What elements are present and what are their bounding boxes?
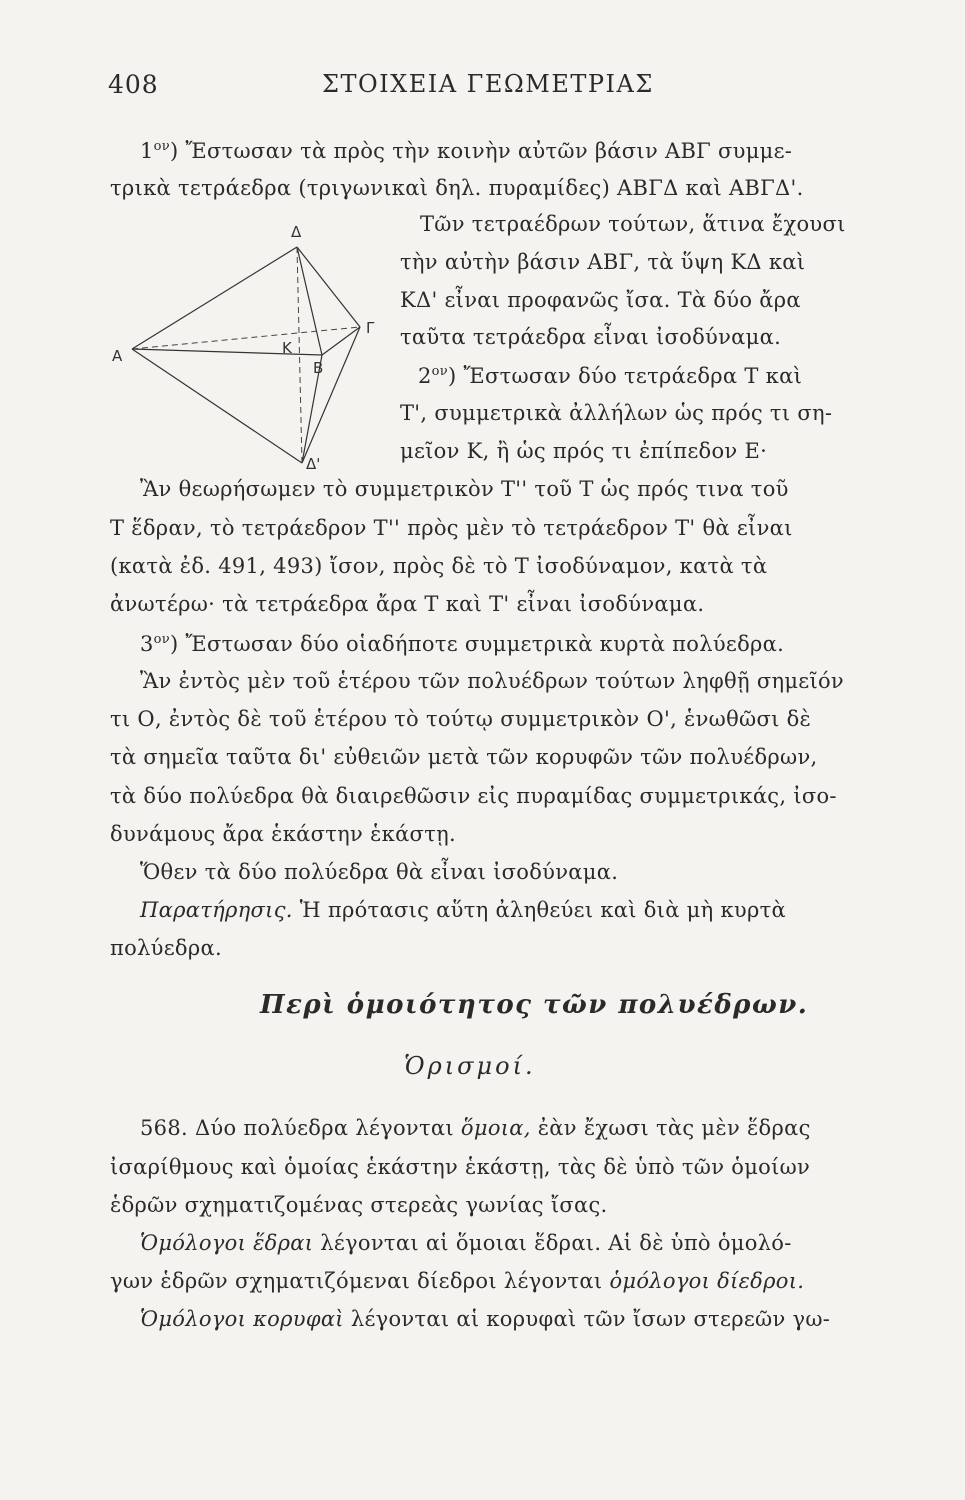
def-568-text-c: ἐὰν ἔχωσι τὰς μὲν ἕδρας [537, 1116, 811, 1140]
p2-line-1 [418, 365, 802, 387]
label-B: Β [313, 359, 324, 377]
edge-AG-hidden [132, 327, 360, 349]
term-homologous-faces: Ὁμόλογοι ἕδραι [140, 1231, 314, 1255]
p1-line-1 [140, 140, 792, 162]
running-title: ΣΤΟΙΧΕΙΑ ΓΕΩΜΕΤΡΙΑΣ [322, 70, 654, 98]
section-title: Περὶ ὁμοιότητος τῶν πολυέδρων. [260, 990, 809, 1020]
label-D-prime: Δ' [306, 455, 321, 473]
subsection-title: Ὁρισμοί. [404, 1052, 536, 1080]
p3-text-1: ) Ἔστωσαν δύο οἱαδήποτε συμμετρικὰ κυρτὰ πολύεδρα. [170, 632, 785, 656]
def-568-number: 568. [140, 1116, 188, 1140]
p2-line-4: Ἂν θεωρήσωμεν τὸ συμμετρικὸν Τ'' τοῦ Τ ὡς πρός τινα τοῦ [140, 477, 789, 501]
def-568-term: ὅμοια, [460, 1116, 531, 1140]
p2-line-7: ἀνωτέρω· τὰ τετράεδρα ἄρα Τ καὶ Τ' εἶναι ἰσοδύναμα. [110, 592, 705, 616]
p3-line-4: τὰ σημεῖα ταῦτα δι' εὐθειῶν μετὰ τῶν κορυφῶν τῶν πολυέδρων, [110, 745, 818, 769]
p1-line-4: τὴν αὐτὴν βάσιν ΑΒΓ, τὰ ὕψη ΚΔ καὶ [400, 250, 806, 274]
edge-AB [132, 349, 322, 355]
p3-superscript: ον [153, 632, 171, 647]
p2-line-3: μεῖον Κ, ἢ ὡς πρός τι ἐπίπεδον Ε· [400, 439, 768, 463]
def-homologous-faces-line-1 [140, 1233, 792, 1254]
p1-line-2: τρικὰ τετράεδρα (τριγωνικαὶ δηλ. πυραμίδες) ΑΒΓΔ καὶ ΑΒΓΔ'. [110, 176, 804, 200]
p1-line-6: ταῦτα τετράεδρα εἶναι ἰσοδύναμα. [400, 325, 782, 349]
p1-text-1: ) Ἔστωσαν τὰ πρὸς τὴν κοινὴν αὐτῶν βάσιν ΑΒΓ συμμε- [170, 139, 793, 163]
def-homologous-vertices-line-1 [140, 1309, 830, 1330]
p3-line-6: δυνάμους ἄρα ἑκάστην ἑκάστῃ. [110, 822, 456, 846]
height-line [297, 247, 302, 463]
p4-line-1: Ὅθεν τὰ δύο πολύεδρα θὰ εἶναι ἰσοδύναμα. [140, 860, 619, 884]
remark-line-2: πολύεδρα. [110, 936, 222, 960]
p3-line-1 [140, 633, 784, 655]
edge-AD [132, 247, 297, 349]
def-568-line-3: ἑδρῶν σχηματιζομένας στερεὰς γωνίας ἴσας. [110, 1193, 608, 1217]
edge-GD-prime [302, 327, 360, 463]
def-dihedral-text: γων ἑδρῶν σχηματιζόμεναι δίεδροι λέγονται [110, 1269, 603, 1293]
term-homologous-dihedral: ὁμόλογοι δίεδροι. [609, 1269, 805, 1293]
def-568-text-a: Δύο πολύεδρα λέγονται [194, 1116, 454, 1140]
p1-number: 1 [140, 139, 154, 163]
p2-line-2: Τ', συμμετρικὰ ἀλλήλων ὡς πρός τι ση- [400, 401, 833, 425]
p1-line-5: ΚΔ' εἶναι προφανῶς ἴσα. Τὰ δύο ἄρα [400, 288, 801, 312]
p2-number: 2 [418, 364, 432, 388]
def-homologous-vertices-text: λέγονται αἱ κορυφαὶ τῶν ἴσων στερεῶν γω- [350, 1307, 831, 1331]
p1-superscript: ον [153, 139, 171, 154]
label-A: Α [112, 347, 123, 365]
p3-line-5: τὰ δύο πολύεδρα θὰ διαιρεθῶσιν εἰς πυραμίδας συμμετρικάς, ἰσο- [110, 784, 837, 808]
edge-AD-prime [132, 349, 302, 463]
label-D: Δ [291, 223, 302, 241]
tetrahedra-figure [110, 215, 380, 475]
def-568-line-1 [140, 1118, 811, 1139]
remark-text-1: Ἡ πρότασις αὕτη ἀληθεύει καὶ διὰ μὴ κυρτὰ [299, 898, 787, 922]
p3-line-3: τι Ο, ἐντὸς δὲ τοῦ ἑτέρου τὸ τούτῳ συμμετρικὸν Ο', ἑνωθῶσι δὲ [110, 707, 812, 731]
label-K: Κ [282, 339, 292, 357]
remark-line-1 [140, 900, 786, 921]
p1-line-3: Τῶν τετραέδρων τούτων, ἅτινα ἔχουσι [420, 212, 846, 236]
p2-text-1: ) Ἔστωσαν δύο τετράεδρα Τ καὶ [448, 364, 803, 388]
p2-line-6: (κατὰ ἐδ. 491, 493) ἴσον, πρὸς δὲ τὸ Τ ἰσοδύναμον, κατὰ τὰ [110, 554, 768, 578]
def-homologous-faces-text: λέγονται αἱ ὅμοιαι ἕδραι. Αἱ δὲ ὑπὸ ὁμολό- [320, 1231, 792, 1255]
p3-number: 3 [140, 632, 154, 656]
remark-label: Παρατήρησις. [140, 898, 293, 922]
p3-line-2: Ἂν ἐντὸς μὲν τοῦ ἑτέρου τῶν πολυέδρων τούτων ληφθῇ σημεῖόν [140, 669, 845, 693]
p2-line-5: Τ ἕδραν, τὸ τετράεδρον Τ'' πρὸς μὲν τὸ τετράεδρον Τ' θὰ εἶναι [110, 516, 793, 540]
p2-superscript: ον [431, 364, 449, 379]
page-number: 408 [108, 70, 159, 99]
def-568-line-2: ἰσαρίθμους καὶ ὁμοίας ἑκάστην ἑκάστῃ, τὰς δὲ ὑπὸ τῶν ὁμοίων [110, 1155, 811, 1179]
term-homologous-vertices: Ὁμόλογοι κορυφαὶ [140, 1307, 344, 1331]
label-G: Γ [366, 319, 375, 337]
def-homologous-faces-line-2 [110, 1271, 804, 1292]
